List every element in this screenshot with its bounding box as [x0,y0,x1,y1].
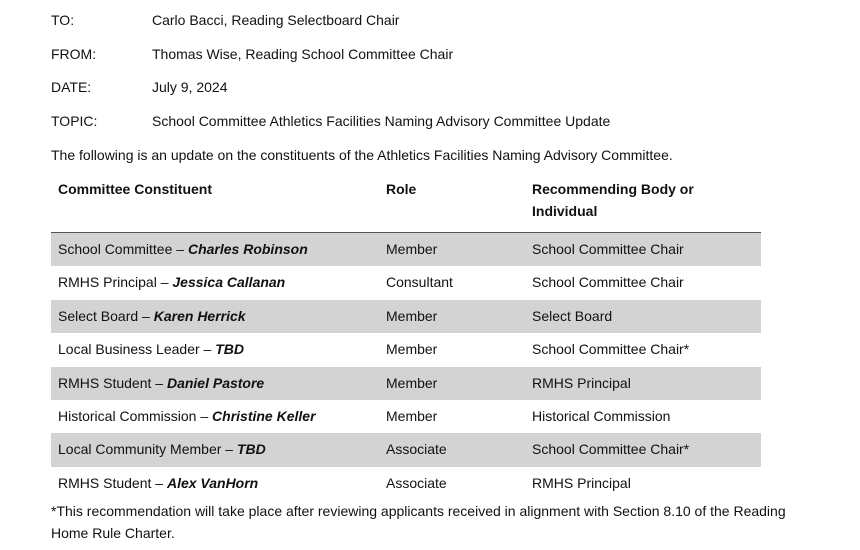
constituent-cell [58,467,258,500]
table-row [51,333,761,366]
table-row [51,433,761,466]
date-label: DATE: [51,79,92,95]
recommending-cell: RMHS Principal [532,374,631,391]
constituent-cell [58,367,264,400]
recommending-cell: School Committee Chair* [532,441,690,458]
role-cell: Consultant [386,274,453,291]
role-cell: Member [386,341,438,358]
constituent-name: TBD [236,441,266,458]
role-cell: Member [386,307,438,324]
recommending-cell: Select Board [532,307,613,324]
constituent-name: TBD [215,341,245,358]
intro-paragraph: The following is an update on the constituents of the Athletics Facilities Naming Advisory Committee. [51,147,673,163]
from-label: FROM: [51,46,97,62]
role-cell: Member [386,241,438,257]
constituent-group: RMHS Student [58,374,152,391]
table-row [51,467,761,500]
separator: – [199,341,216,358]
constituents-table [51,174,761,500]
constituent-group: RMHS Principal [58,274,157,291]
constituent-name: Alex VanHorn [166,474,259,491]
constituent-group: RMHS Student [58,474,152,491]
separator: – [172,241,188,257]
constituent-name: Jessica Callanan [172,274,286,291]
separator: – [156,274,173,291]
recommending-cell: School Committee Chair [532,241,684,257]
separator: – [151,374,167,391]
constituent-cell [58,233,308,266]
table-row [51,300,761,333]
constituent-name: Karen Herrick [153,307,246,324]
recommending-cell: School Committee Chair [532,274,684,291]
constituent-group: Historical Commission [58,407,197,424]
to-value: Carlo Bacci, Reading Selectboard Chair [152,12,400,28]
recommending-cell: Historical Commission [532,407,671,424]
constituent-cell [58,300,246,333]
table-header [51,174,761,233]
separator: – [138,307,154,324]
constituent-name: Charles Robinson [187,241,308,257]
table-row [51,233,761,266]
footnote: *This recommendation will take place after reviewing applicants received in alignment with Section 8.10 of the Reading Home Rule Charter. [51,503,786,541]
table-row [51,266,761,299]
separator: – [151,474,167,491]
separator: – [196,407,213,424]
from-value: Thomas Wise, Reading School Committee Chair [152,46,454,62]
header-recommending: Recommending Body or Individual [532,181,694,219]
header-role: Role [386,181,417,197]
topic-label: TOPIC: [51,113,98,129]
to-label: TO: [51,12,75,28]
constituent-group: School Committee [58,241,173,257]
table-row [51,367,761,400]
header-constituent: Committee Constituent [58,181,212,197]
role-cell: Associate [386,474,447,491]
role-cell: Member [386,407,438,424]
date-value: July 9, 2024 [152,79,228,95]
constituent-name: Daniel Pastore [166,374,265,391]
recommending-cell: RMHS Principal [532,474,631,491]
recommending-cell: School Committee Chair* [532,341,690,358]
constituent-cell [58,400,316,433]
constituent-group: Local Community Member [58,441,222,458]
table-row [51,400,761,433]
constituent-cell [58,333,244,366]
constituent-cell [58,433,266,466]
topic-value: School Committee Athletics Facilities Naming Advisory Committee Update [152,113,611,129]
role-cell: Associate [386,441,447,458]
separator: – [221,441,237,458]
constituent-cell [58,266,285,299]
constituent-name: Christine Keller [212,407,316,424]
constituent-group: Local Business Leader [58,341,200,358]
constituent-group: Select Board [58,307,139,324]
role-cell: Member [386,374,438,391]
